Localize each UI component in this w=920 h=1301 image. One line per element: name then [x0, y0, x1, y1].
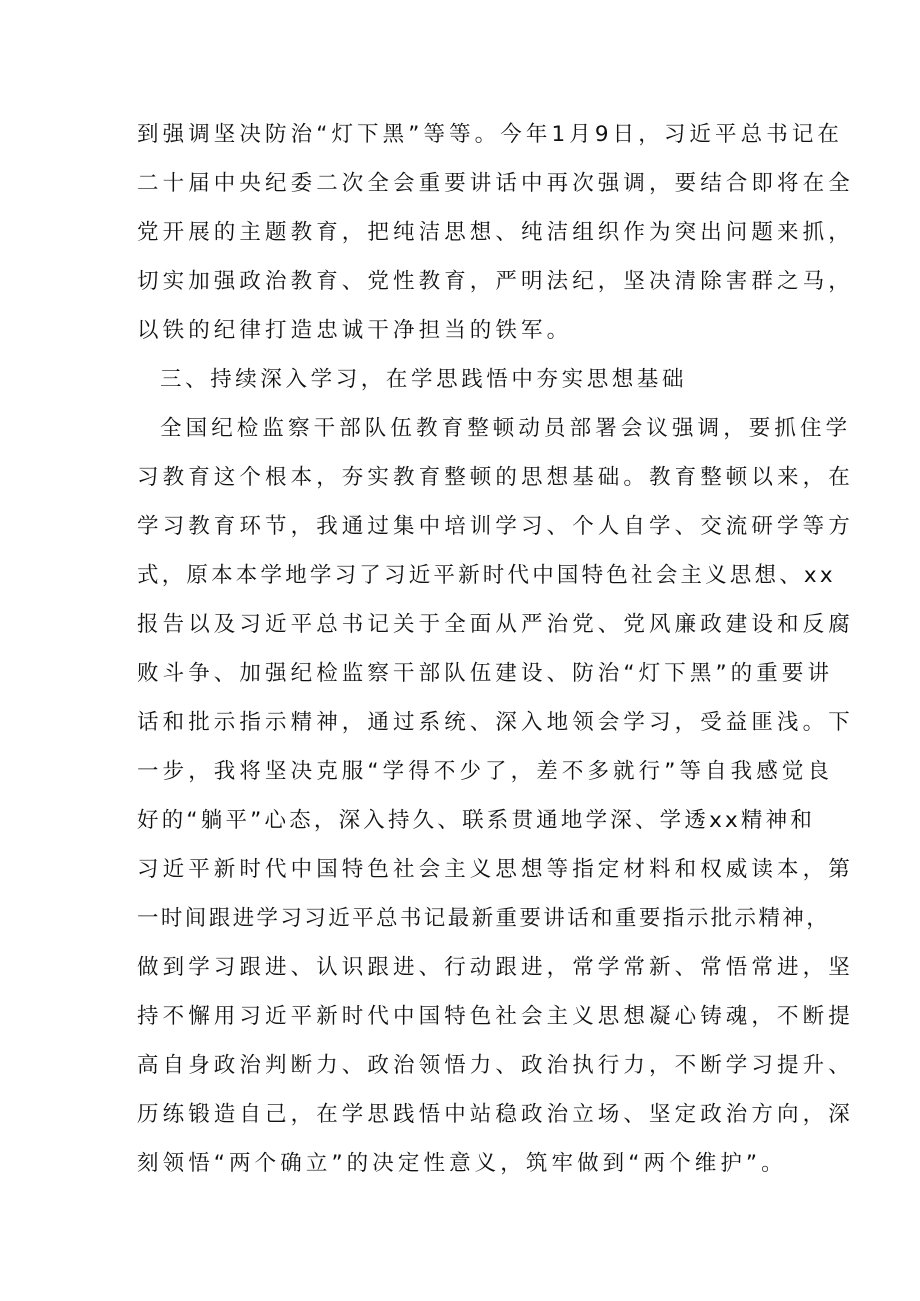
paragraph-line: 报告以及习近平总书记关于全面从严治党、党风廉政建设和反腐	[137, 612, 854, 637]
paragraph-line: 以铁的纪律打造忠诚干净担当的铁军。	[137, 318, 573, 343]
paragraph-line: 刻领悟“两个确立”的决定性意义，筑牢做到“两个维护”。	[137, 1151, 787, 1176]
paragraph-line: 二十届中央纪委二次全会重要讲话中再次强调，要结合即将在全	[137, 171, 854, 196]
paragraph-line: 好的“躺平”心态，深入持久、联系贯通地学深、学透xx精神和	[137, 808, 816, 833]
paragraph-line: 持不懈用习近平新时代中国特色社会主义思想凝心铸魂，不断提	[137, 1004, 854, 1029]
paragraph-line: 习近平新时代中国特色社会主义思想等指定材料和权威读本，第	[137, 857, 854, 882]
paragraph-line: 做到学习跟进、认识跟进、行动跟进，常学常新、常悟常进，坚	[137, 955, 854, 980]
paragraph-line: 高自身政治判断力、政治领悟力、政治执行力，不断学习提升、	[137, 1053, 854, 1078]
paragraph-line: 学习教育环节，我通过集中培训学习、个人自学、交流研学等方	[137, 514, 854, 539]
paragraph-line: 到强调坚决防治“灯下黑”等等。今年1月9日，习近平总书记在	[137, 122, 844, 147]
paragraph-line: 党开展的主题教育，把纯洁思想、纯洁组织作为突出问题来抓，	[137, 220, 854, 245]
paragraph-line: 习教育这个根本，夯实教育整顿的思想基础。教育整顿以来，在	[137, 465, 854, 490]
paragraph-line: 历练锻造自己，在学思践悟中站稳政治立场、坚定政治方向，深	[137, 1102, 854, 1127]
paragraph-line: 一步，我将坚决克服“学得不少了，差不多就行”等自我感觉良	[137, 759, 834, 784]
paragraph-line: 全国纪检监察干部队伍教育整顿动员部署会议强调，要抓住学	[160, 416, 852, 441]
paragraph-line: 败斗争、加强纪检监察干部队伍建设、防治“灯下黑”的重要讲	[137, 661, 834, 686]
paragraph-line: 切实加强政治教育、党性教育，严明法纪，坚决清除害群之马，	[137, 269, 854, 294]
section-heading: 三、持续深入学习，在学思践悟中夯实思想基础	[160, 367, 688, 392]
paragraph-line: 式，原本本学地学习了习近平新时代中国特色社会主义思想、xx	[137, 563, 836, 588]
paragraph-line: 一时间跟进学习习近平总书记最新重要讲话和重要指示批示精神，	[137, 906, 831, 931]
paragraph-line: 话和批示指示精神，通过系统、深入地领会学习，受益匪浅。下	[137, 710, 854, 735]
